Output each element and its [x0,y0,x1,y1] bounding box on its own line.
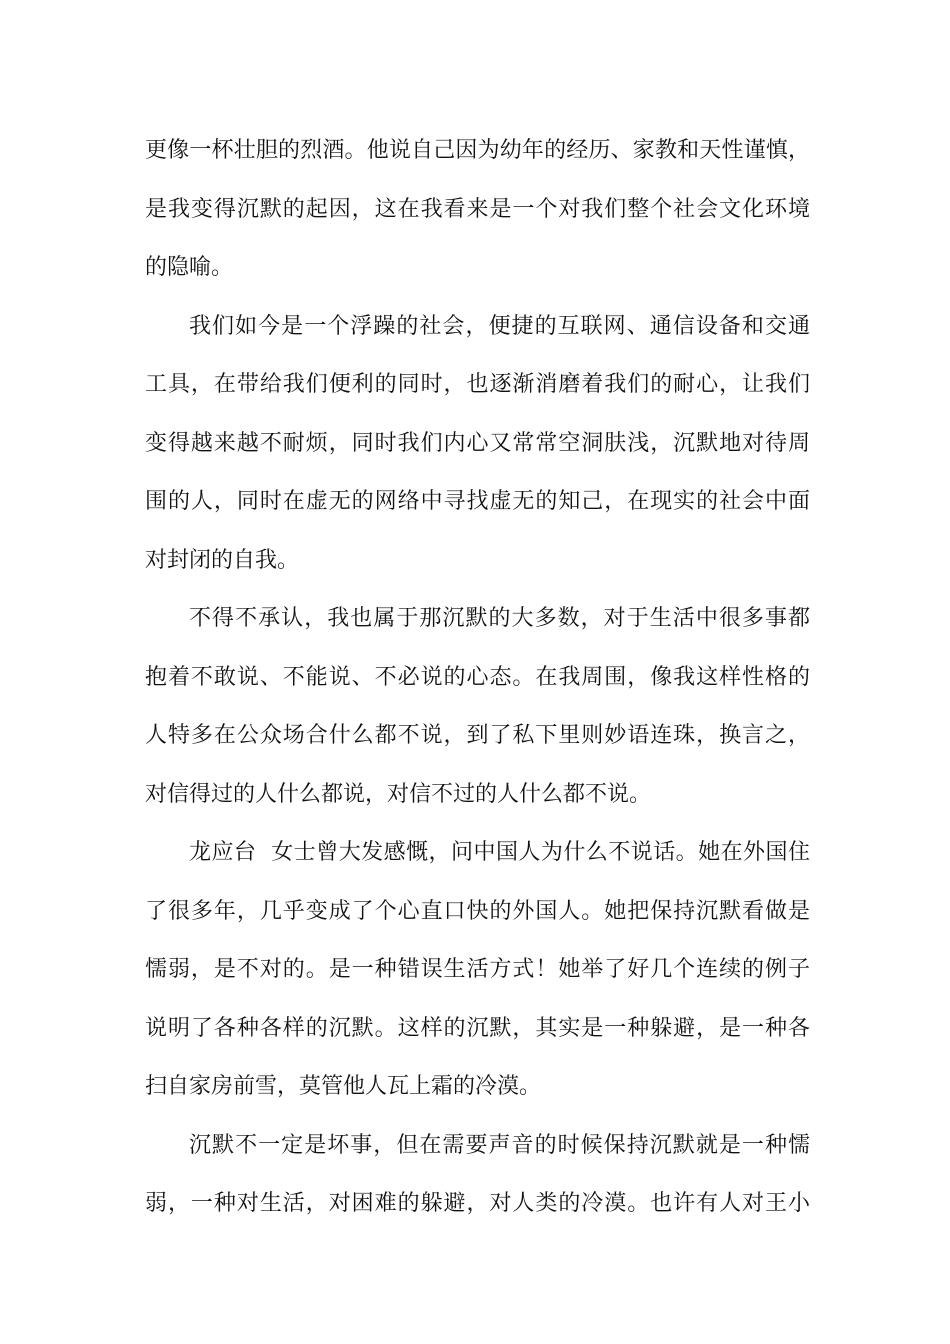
text-line: 对信得过的人什么都说，对信不过的人什么都不说。 [145,781,652,807]
text-line: 对封闭的自我。 [145,547,300,573]
text-line: 是我变得沉默的起因，这在我看来是一个对我们整个社会文化环境 [145,196,810,222]
text-line: 我们如今是一个浮躁的社会，便捷的互联网、通信设备和交通 [189,313,810,339]
text-line: 更像一杯壮胆的烈酒。他说自己因为幼年的经历、家教和天性谨慎， [145,138,810,163]
text-line: 懦弱，是不对的。是一种错误生活方式！她举了好几个连续的例子 [145,957,810,982]
text-line: 扫自家房前雪，莫管他人瓦上霜的冷漠。 [145,1074,542,1099]
text-line: 弱，一种对生活，对困难的躲避，对人类的冷漠。也许有人对王小 [145,1191,810,1216]
text-line: 围的人，同时在虚无的网络中寻找虚无的知己，在现实的社会中面 [145,489,810,514]
text-line: 说明了各种各样的沉默。这样的沉默，其实是一种躲避，是一种各 [145,1015,810,1041]
text-line: 了很多年，几乎变成了个心直口快的外国人。她把保持沉默看做是 [145,898,810,924]
text-line: 变得越来越不耐烦，同时我们内心又常常空洞肤浅，沉默地对待周 [145,430,810,456]
text-line: 龙应台 女士曾大发感慨，问中国人为什么不说话。她在外国住 [189,840,810,865]
document-body [145,130,810,1242]
text-line: 人特多在公众场合什么都不说，到了私下里则妙语连珠，换言之， [145,723,810,748]
text-line: 工具，在带给我们便利的同时，也逐渐消磨着我们的耐心，让我们 [145,372,810,397]
text-line: 沉默不一定是坏事，但在需要声音的时候保持沉默就是一种懦 [189,1132,810,1158]
text-line: 抱着不敢说、不能说、不必说的心态。在我周围，像我这样性格的 [145,664,810,690]
text-line: 不得不承认，我也属于那沉默的大多数，对于生活中很多事都 [189,606,810,631]
text-line: 的隐喻。 [145,255,234,280]
